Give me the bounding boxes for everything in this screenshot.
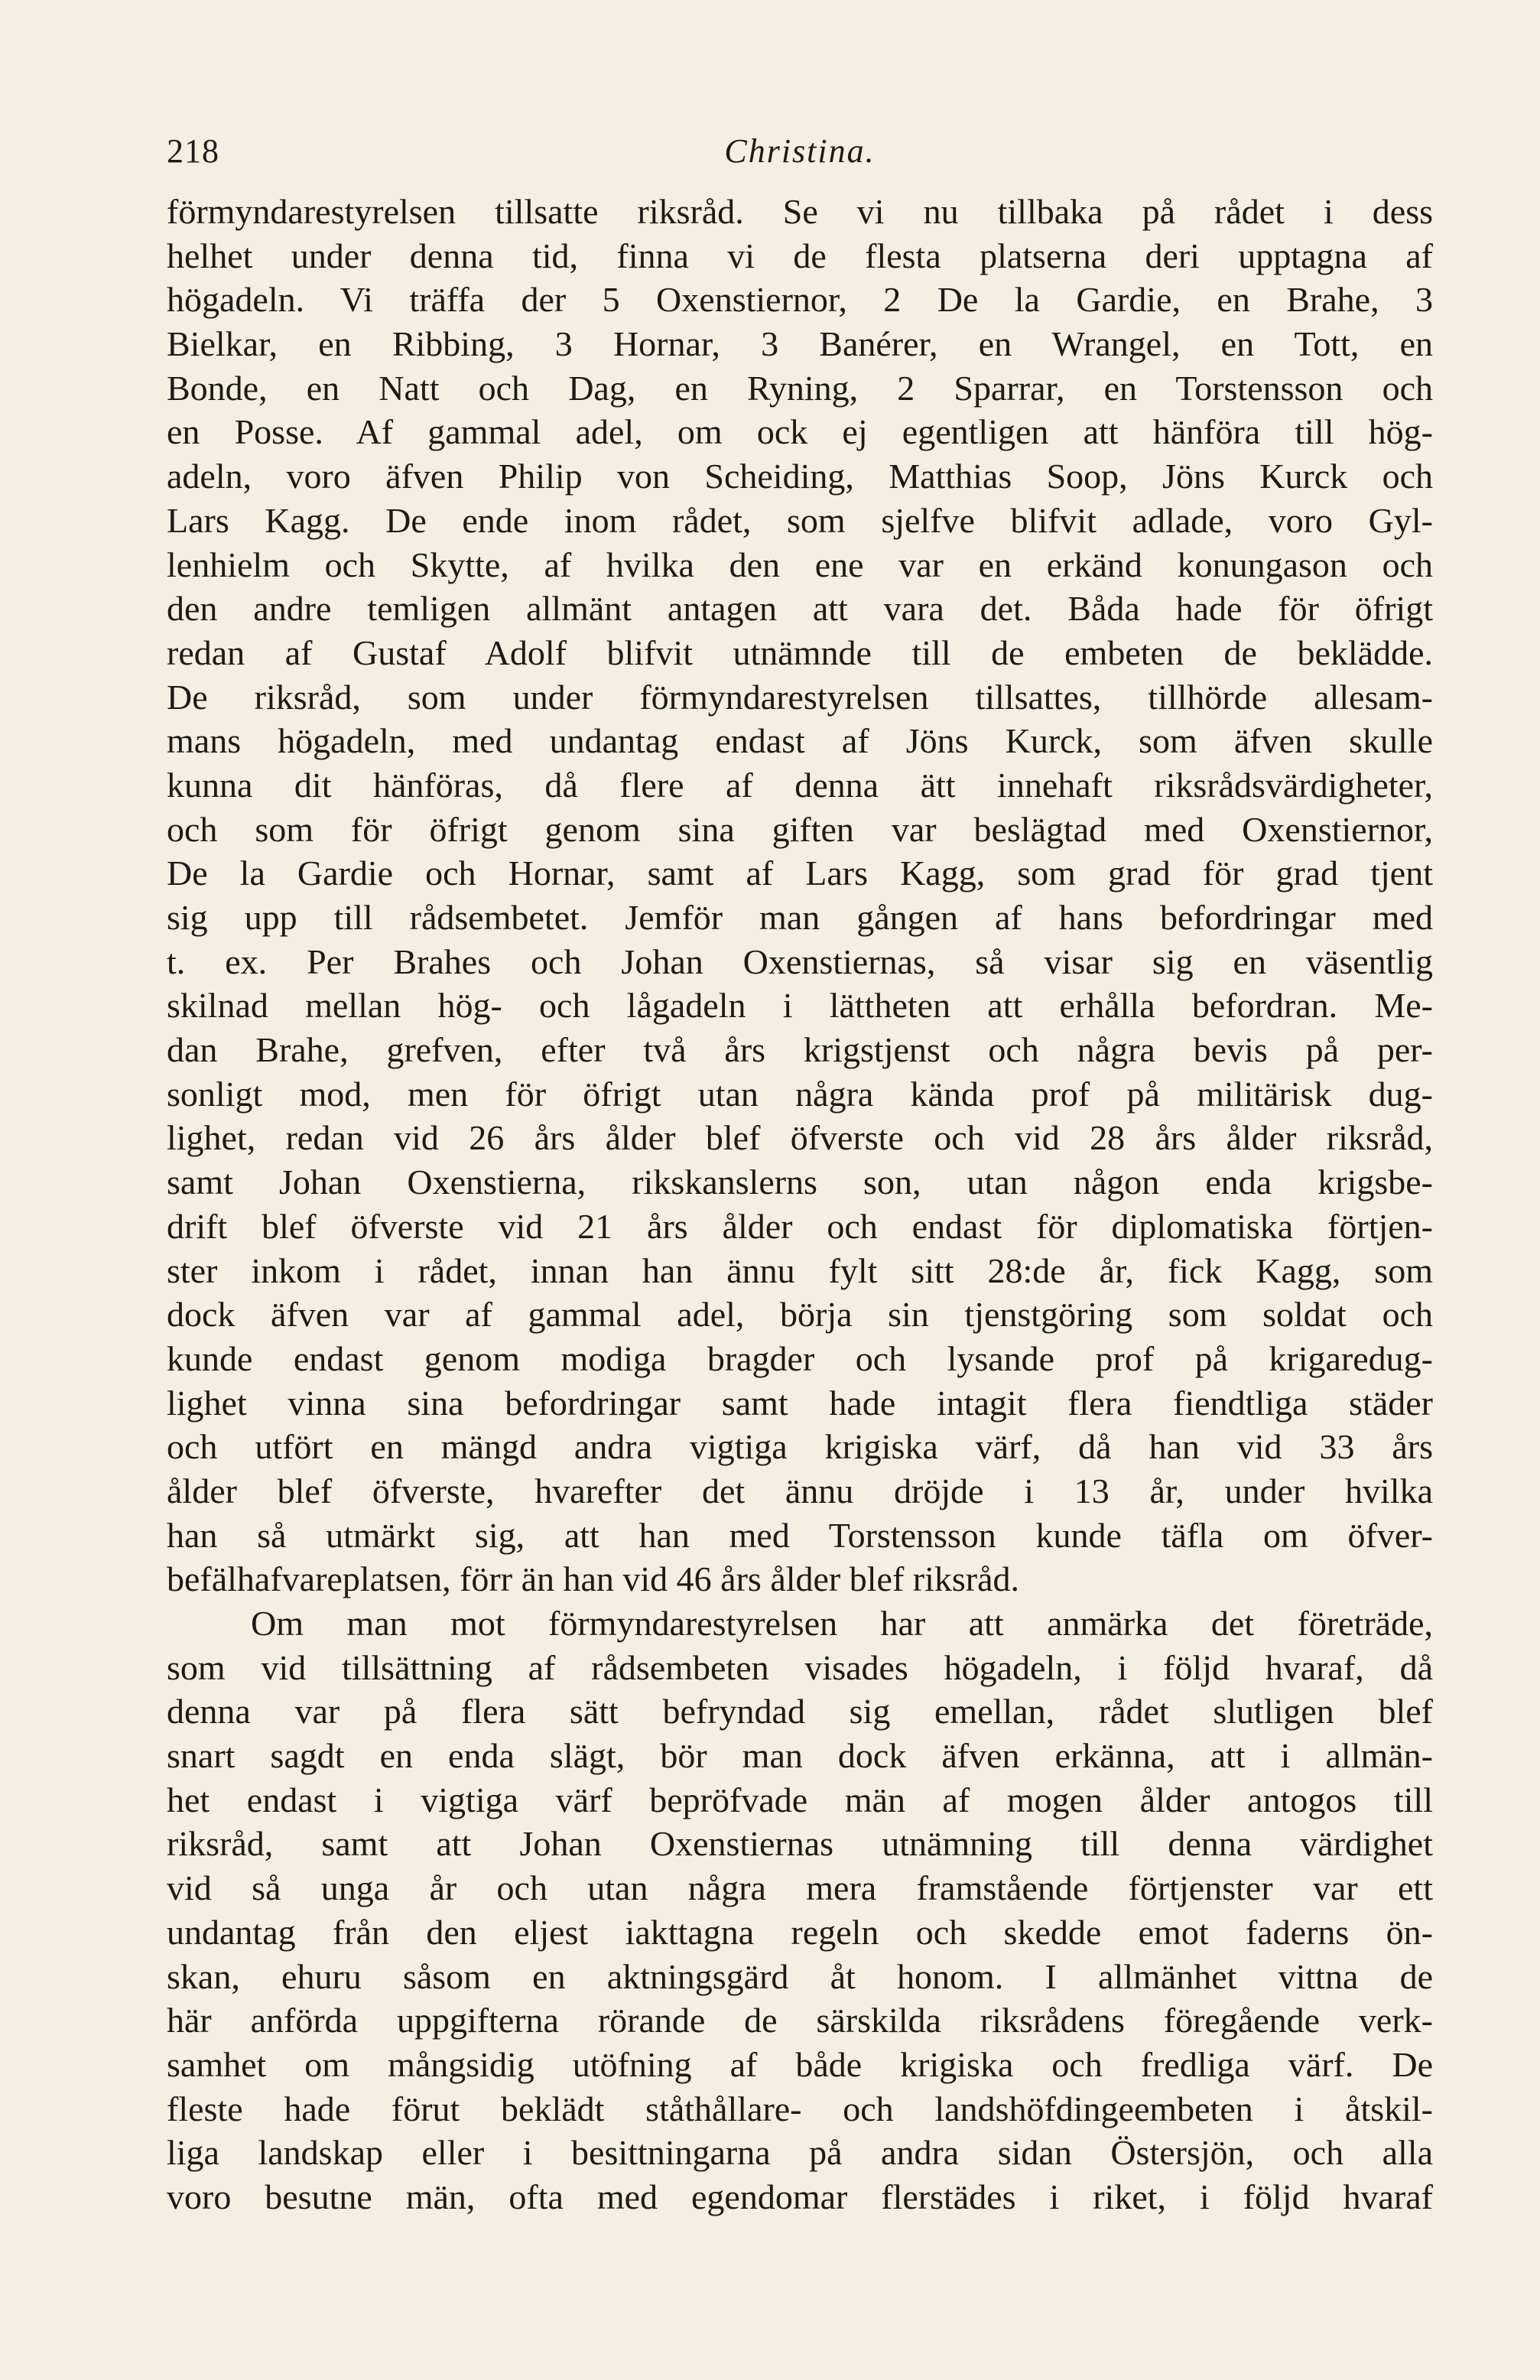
text-line: De la Gardie och Hornar, samt af Lars Kagg, som grad för grad tjent xyxy=(167,853,1433,893)
text-line: riksråd, samt att Johan Oxenstiernas utnämning till denna värdighet xyxy=(167,1824,1433,1864)
text-line: snart sagdt en enda slägt, bör man dock äfven erkänna, att i allmän- xyxy=(167,1736,1433,1776)
text-line: ster inkom i rådet, innan han ännu fylt sitt 28:de år, fick Kagg, som xyxy=(167,1250,1433,1290)
text-line: Lars Kagg. De ende inom rådet, som sjelfve blifvit adlade, voro Gyl- xyxy=(167,500,1433,540)
text-line: befälhafvareplatsen, förr än han vid 46 års ålder blef riksråd. xyxy=(167,1559,1020,1599)
text-line: den andre temligen allmänt antagen att vara det. Båda hade för öfrigt xyxy=(167,589,1433,629)
text-line: förmyndarestyrelsen tillsatte riksråd. Se vi nu tillbaka på rådet i dess xyxy=(167,192,1433,231)
text-line: mans högadeln, med undantag endast af Jöns Kurck, som äfven skulle xyxy=(167,721,1433,761)
text-line: t. ex. Per Brahes och Johan Oxenstiernas, så visar sig en väsentlig xyxy=(167,941,1433,981)
text-line: lighet, redan vid 26 års ålder blef öfverste och vid 28 års ålder riksråd, xyxy=(167,1118,1433,1158)
text-line: undantag från den eljest iakttagna regeln och skedde emot faderns ön- xyxy=(167,1912,1433,1952)
text-line: De riksråd, som under förmyndarestyrelsen tillsattes, tillhörde allesam- xyxy=(167,677,1433,717)
page-number: 218 xyxy=(167,132,219,170)
text-line: Bielkar, en Ribbing, 3 Hornar, 3 Banérer, en Wrangel, en Tott, en xyxy=(167,324,1433,364)
paragraph-first-line: Om man mot förmyndarestyrelsen har att anmärka det företräde, xyxy=(251,1604,1433,1643)
text-line: vid så unga år och utan några mera framstående förtjenster var ett xyxy=(167,1868,1433,1908)
text-line: ålder blef öfverste, hvarefter det ännu dröjde i 13 år, under hvilka xyxy=(167,1471,1433,1510)
text-line: sonligt mod, men för öfrigt utan några kända prof på militärisk dug- xyxy=(167,1074,1433,1114)
text-line: dan Brahe, grefven, efter två års krigstjenst och några bevis på per- xyxy=(167,1030,1433,1070)
text-line: han så utmärkt sig, att han med Torstensson kunde täfla om öfver- xyxy=(167,1515,1433,1555)
text-line: helhet under denna tid, finna vi de flesta platserna deri upptagna af xyxy=(167,236,1433,275)
text-line: och utfört en mängd andra vigtiga krigiska värf, då han vid 33 års xyxy=(167,1427,1433,1467)
text-line: denna var på flera sätt befryndad sig emellan, rådet slutligen blef xyxy=(167,1692,1433,1731)
text-line: Bonde, en Natt och Dag, en Ryning, 2 Sparrar, en Torstensson och xyxy=(167,368,1433,408)
text-line: adeln, voro äfven Philip von Scheiding, Matthias Soop, Jöns Kurck och xyxy=(167,457,1433,496)
text-line: och som för öfrigt genom sina giften var beslägtad med Oxenstiernor, xyxy=(167,809,1433,849)
text-line: sig upp till rådsembetet. Jemför man gången af hans befordringar med xyxy=(167,898,1433,937)
text-line: drift blef öfverste vid 21 års ålder och endast för diplomatiska förtjen- xyxy=(167,1206,1433,1246)
text-line: skilnad mellan hög- och lågadeln i lättheten att erhålla befordran. Me- xyxy=(167,986,1433,1026)
text-line: fleste hade förut beklädt ståthållare- och landshöfdingeembeten i åtskil- xyxy=(167,2089,1433,2128)
text-line: skan, ehuru såsom en aktningsgärd åt honom. I allmänhet vittna de xyxy=(167,1956,1433,1996)
text-line xyxy=(167,2219,1433,2264)
running-title: Christina. xyxy=(724,132,876,170)
text-line: samhet om mångsidig utöfning af både krigiska och fredliga värf. De xyxy=(167,2044,1433,2084)
text-line: kunde endast genom modiga bragder och lysande prof på krigaredug- xyxy=(167,1338,1433,1378)
text-line: en Posse. Af gammal adel, om ock ej egentligen att hänföra till hög- xyxy=(167,412,1433,452)
text-line: högadeln. Vi träffa der 5 Oxenstiernor, 2 De la Gardie, en Brahe, 3 xyxy=(167,280,1433,320)
text-line: liga landskap eller i besittningarna på andra sidan Östersjön, och alla xyxy=(167,2133,1433,2173)
text-line: som vid tillsättning af rådsembeten visades högadeln, i följd hvaraf, då xyxy=(167,1647,1433,1687)
body-text xyxy=(167,190,1433,2331)
text-line: kunna dit hänföras, då flere af denna ätt innehaft riksrådsvärdigheter, xyxy=(167,765,1433,805)
text-line: lighet vinna sina befordringar samt hade intagit flera fiendtliga städer xyxy=(167,1383,1433,1422)
text-line: het endast i vigtiga värf bepröfvade män af mogen ålder antogos till xyxy=(167,1780,1433,1819)
text-line: voro besutne män, ofta med egendomar flerstädes i riket, i följd hvaraf xyxy=(167,2177,1433,2216)
text-line: här anförda uppgifterna rörande de särskilda riksrådens föregående verk- xyxy=(167,2001,1433,2040)
text-line: samt Johan Oxenstierna, rikskanslerns son, utan någon enda krigsbe- xyxy=(167,1162,1433,1202)
text-line: redan af Gustaf Adolf blifvit utnämnde till de embeten de beklädde. xyxy=(167,632,1433,672)
text-line: lenhielm och Skytte, af hvilka den ene var en erkänd konungason och xyxy=(167,545,1433,584)
running-head xyxy=(167,128,1433,174)
text-line: dock äfven var af gammal adel, börja sin tjenstgöring som soldat och xyxy=(167,1295,1433,1335)
